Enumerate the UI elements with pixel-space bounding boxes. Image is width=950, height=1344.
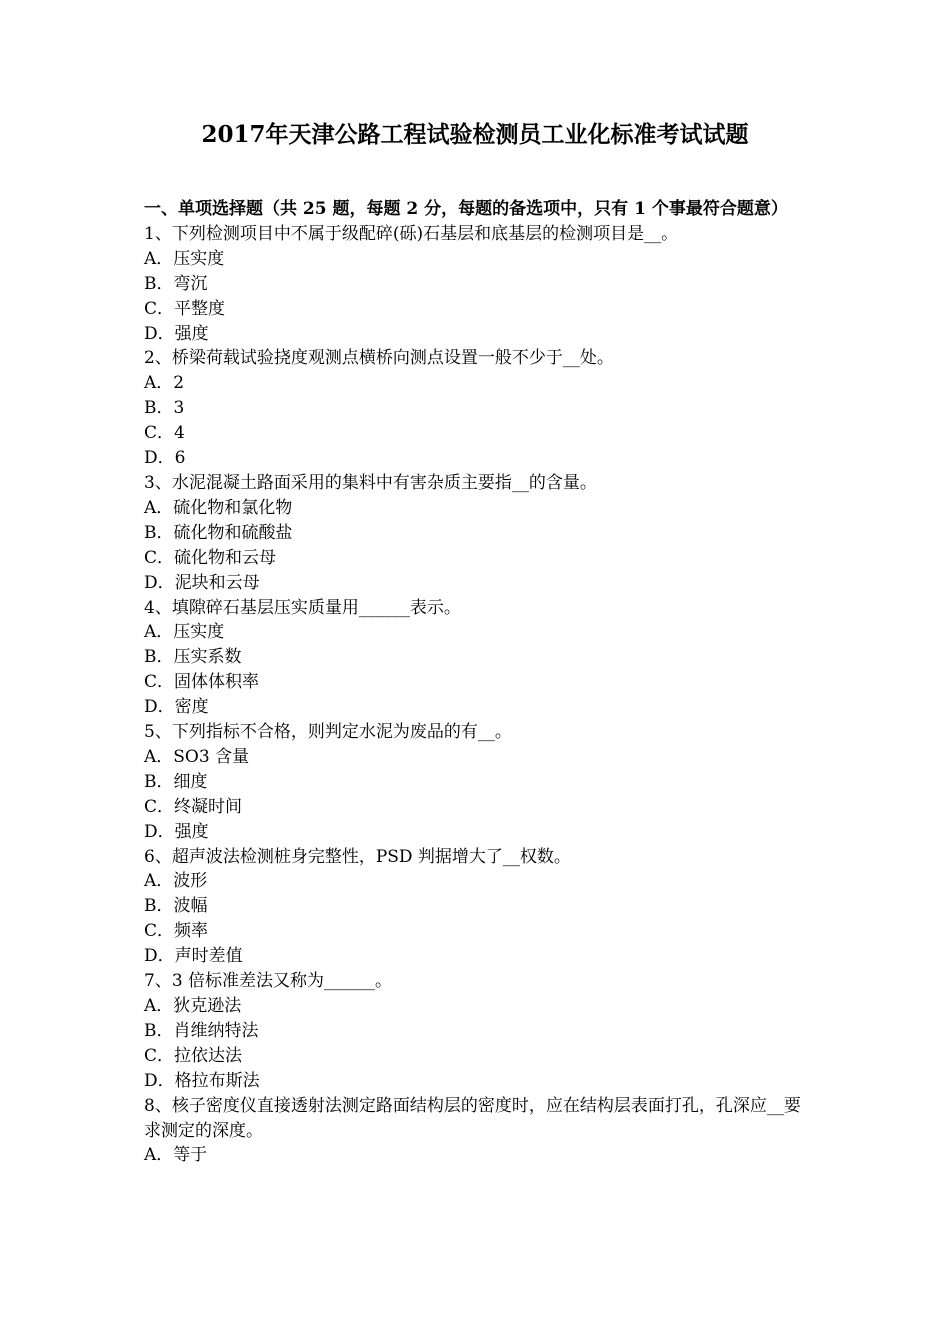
option-c: C．固体体积率 (144, 672, 260, 693)
option-d: D．格拉布斯法 (144, 1070, 260, 1091)
question-stem: 2、桥梁荷载试验挠度观测点横桥向测点设置一般不少于__处。 (144, 348, 614, 369)
question-5 (144, 720, 812, 845)
option-a: A．压实度 (144, 248, 225, 269)
question-8 (144, 1094, 812, 1169)
question-2 (144, 346, 812, 471)
option-a: A．压实度 (144, 622, 225, 643)
option-c: C．终凝时间 (144, 796, 243, 817)
option-b: B．压实系数 (144, 647, 242, 668)
option-a: A．波形 (144, 871, 208, 892)
question-1 (144, 222, 812, 347)
section-heading: 一、单项选择题（共 25 题，每题 2 分，每题的备选项中，只有 1 个事最符合题意） (144, 199, 788, 219)
option-d: D．声时差值 (144, 946, 243, 967)
question-stem: 8、核子密度仪直接透射法测定路面结构层的密度时，应在结构层表面打孔，孔深应__要求测定的深度。 (144, 1095, 801, 1141)
option-c: C．4 (144, 423, 185, 444)
option-a: A．等于 (144, 1145, 208, 1166)
option-a: A．2 (144, 373, 185, 394)
option-d: D．强度 (144, 323, 209, 344)
option-b: B．波幅 (144, 896, 208, 917)
option-d: D．6 (144, 448, 186, 469)
question-7 (144, 969, 812, 1094)
question-stem: 7、3 倍标准差法又称为______。 (144, 971, 393, 992)
option-c: C．平整度 (144, 298, 226, 319)
option-b: B．细度 (144, 771, 208, 792)
question-stem: 3、水泥混凝土路面采用的集料中有害杂质主要指__的含量。 (144, 472, 597, 493)
question-stem: 1、下列检测项目中不属于级配碎(砾)石基层和底基层的检测项目是__。 (144, 223, 679, 244)
option-b: B．硫化物和硫酸盐 (144, 522, 293, 543)
document-body (144, 197, 812, 1168)
question-6 (144, 845, 812, 970)
question-4 (144, 596, 812, 721)
question-stem: 6、超声波法检测桩身完整性，PSD 判据增大了__权数。 (144, 846, 571, 867)
option-b: B．弯沉 (144, 273, 208, 294)
option-d: D．强度 (144, 821, 209, 842)
question-stem: 5、下列指标不合格，则判定水泥为废品的有__。 (144, 722, 512, 743)
question-3 (144, 471, 812, 596)
option-b: B．3 (144, 398, 185, 419)
option-a: A．SO3 含量 (144, 746, 250, 767)
question-stem: 4、填隙碎石基层压实质量用______表示。 (144, 597, 461, 618)
option-a: A．硫化物和氯化物 (144, 497, 293, 518)
option-c: C．拉依达法 (144, 1045, 243, 1066)
option-d: D．密度 (144, 697, 209, 718)
document-title: 2017年天津公路工程试验检测员工业化标准考试试题 (201, 121, 749, 148)
option-a: A．狄克逊法 (144, 996, 242, 1016)
option-c: C．频率 (144, 921, 209, 942)
option-c: C．硫化物和云母 (144, 547, 277, 568)
option-b: B．肖维纳特法 (144, 1020, 259, 1041)
option-d: D．泥块和云母 (144, 572, 260, 593)
